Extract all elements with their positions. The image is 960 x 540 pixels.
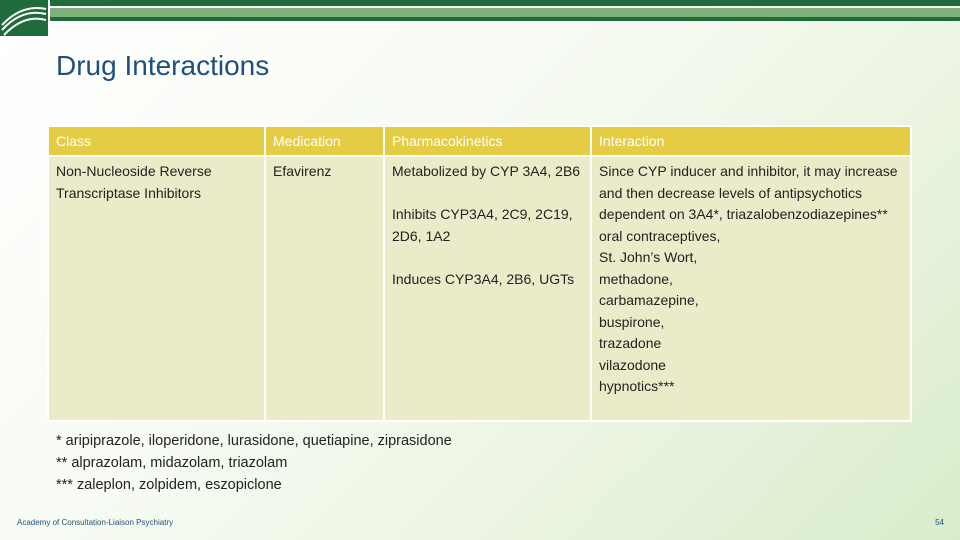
table-row	[49, 157, 910, 420]
footer-organization: Academy of Consultation-Liaison Psychiatry	[17, 518, 174, 527]
pk-induces: Induces CYP3A4, 2B6, UGTs	[392, 270, 575, 287]
footnote-antipsychotics: * aripiprazole, iloperidone, lurasidone, quetiapine, ziprasidone	[56, 433, 452, 449]
interaction-item: trazadone	[599, 335, 662, 351]
interaction-summary: Since CYP inducer and inhibitor, it may increase and then decrease levels of antipsychotics dependent on 3A4*, triazalobenzodiazepines**	[599, 163, 898, 222]
interaction-item: oral contraceptives,	[599, 227, 721, 244]
cell-class: Non-Nucleoside Reverse Transcriptase Inhibitors	[49, 157, 264, 420]
pk-inhibits: Inhibits CYP3A4, 2C9, 2C19, 2D6, 1A2	[392, 206, 573, 244]
drug-interaction-table	[47, 125, 912, 422]
cell-interaction	[592, 157, 910, 420]
footnotes	[56, 430, 452, 496]
table-header-row	[49, 127, 910, 155]
interaction-item: carbamazepine,	[599, 292, 699, 308]
top-bar-light	[50, 8, 960, 17]
footnote-benzodiazepines: ** alprazolam, midazolam, triazolam	[56, 455, 288, 471]
pk-metabolized: Metabolized by CYP 3A4, 2B6	[392, 163, 581, 179]
top-bar-dark	[50, 0, 960, 6]
header-medication: Medication	[266, 127, 383, 155]
page-number: 54	[935, 518, 944, 527]
header-interaction: Interaction	[592, 127, 910, 155]
footnote-hypnotics: *** zaleplon, zolpidem, eszopiclone	[56, 477, 282, 493]
academy-logo-icon	[0, 0, 48, 36]
interaction-item: buspirone,	[599, 313, 665, 330]
interaction-item: hypnotics***	[599, 378, 675, 394]
interaction-item: vilazodone	[599, 356, 666, 373]
cell-pharmacokinetics	[385, 157, 590, 420]
interaction-item: St. John’s Wort,	[599, 249, 698, 265]
header-pharmacokinetics: Pharmacokinetics	[385, 127, 590, 155]
header-class: Class	[49, 127, 264, 155]
page-title: Drug Interactions	[56, 50, 270, 81]
interaction-item: methadone,	[599, 270, 673, 287]
top-bar-dark-lower	[50, 17, 960, 21]
cell-medication: Efavirenz	[266, 157, 383, 420]
